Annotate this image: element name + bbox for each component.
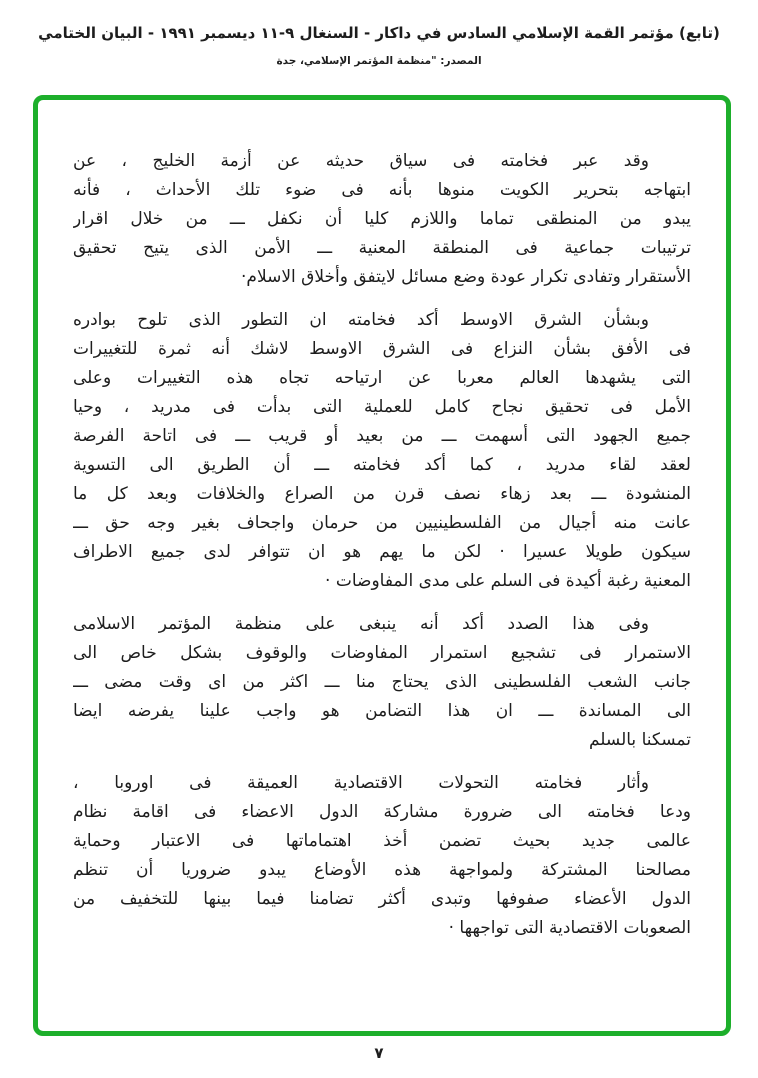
paragraph bbox=[73, 610, 691, 755]
text-line: المعنية رغبة أكيدة فى السلم على مدى المفاوضات · bbox=[325, 571, 691, 591]
text-line: جانب الشعب الفلسطينى الذى يحتاج منا ـــ اكثر من اى وقت مضى ـــ bbox=[73, 672, 691, 692]
text-line: يبدو من المنطقى تماما واللازم كليا أن نكفل ـــ من خلال اقرار bbox=[73, 209, 691, 229]
paragraph bbox=[73, 147, 691, 292]
text-line: الاستمرار فى تشجيع استمرار المفاوضات والوقوف بشكل خاص الى bbox=[73, 643, 691, 663]
text-line: وفى هذا الصدد أكد أنه ينبغى على منظمة المؤتمر الاسلامى bbox=[73, 614, 649, 634]
document-text bbox=[73, 147, 691, 1011]
header-title: (تابع) مؤتمر القمة الإسلامي السادس في داكار - السنغال ٩-١١ ديسمبر ١٩٩١ - البيان الختامي bbox=[38, 24, 720, 42]
text-line: ترتيبات جماعية فى المنطقة المعنية ـــ الأمن الذى يتيح تحقيق bbox=[73, 238, 691, 258]
text-line: سيكون طويلا عسيرا · لكن ما يهم هو ان تتوافر لدى جميع الاطراف bbox=[73, 542, 691, 562]
text-line: مصالحنا المشتركة ولمواجهة هذه الأوضاع يبدو ضروريا أن تنظم bbox=[73, 860, 691, 880]
text-line: عانت منه أجيال من الفلسطينيين من حرمان واجحاف بغير وجه حق ـــ bbox=[73, 513, 691, 533]
text-line: الصعوبات الاقتصادية التى تواجهها · bbox=[448, 918, 691, 938]
text-line: الدول الأعضاء صفوفها وتبدى أكثر تضامنا فيما بينها للتخفيف من bbox=[73, 889, 691, 909]
paragraph bbox=[73, 306, 691, 596]
text-line: الأستقرار وتفادى تكرار عودة وضع مسائل لايتفق وأخلاق الاسلام· bbox=[241, 267, 691, 287]
text-line: وقد عبر فخامته فى سياق حديثه عن أزمة الخليج ، عن bbox=[73, 151, 649, 171]
text-line: تمسكنا بالسلم bbox=[588, 730, 691, 750]
header-source: المصدر: "منظمة المؤتمر الإسلامي، جدة bbox=[276, 55, 482, 67]
text-line: المنشودة ـــ بعد زهاء نصف قرن من الصراع والخلافات وبعد كل ما bbox=[73, 484, 691, 504]
text-line: الى المساندة ـــ ان هذا التضامن هو واجب علينا يفرضه ايضا bbox=[73, 701, 691, 721]
text-line: جميع الجهود التى أسهمت ـــ من بعيد أو قريب ـــ فى اتاحة الفرصة bbox=[73, 426, 691, 446]
paragraph bbox=[73, 769, 691, 943]
text-line: وبشأن الشرق الاوسط أكد فخامته ان التطور الذى تلوح بوادره bbox=[73, 310, 649, 330]
text-line: ودعا فخامته الى ضرورة مشاركة الدول الاعضاء فى اقامة نظام bbox=[73, 802, 691, 822]
text-line: التى يشهدها العالم معربا عن ارتياحه تجاه هذه التغييرات وعلى bbox=[73, 368, 691, 388]
text-line: فى الأفق بشأن النزاع فى الشرق الاوسط لاشك أنه ثمرة للتغييرات bbox=[73, 339, 691, 359]
text-line: ابتهاجه بتحرير الكويت منوها بأنه فى ضوء تلك الأحداث ، فأنه bbox=[73, 180, 691, 200]
text-line: الأمل فى تحقيق نجاح كامل للعملية التى بدأت فى مدريد ، وحيا bbox=[73, 397, 691, 417]
text-line: عالمى جديد بحيث تضمن أخذ اهتماماتها فى الاعتبار وحماية bbox=[73, 831, 691, 851]
text-line: لعقد لقاء مدريد ، كما أكد فخامته ـــ أن الطريق الى التسوية bbox=[73, 455, 691, 475]
text-line: وأثار فخامته التحولات الاقتصادية العميقة فى اوروبا ، bbox=[73, 773, 649, 793]
content-border-frame bbox=[33, 95, 731, 1036]
page-number: ٧ bbox=[374, 1044, 384, 1062]
